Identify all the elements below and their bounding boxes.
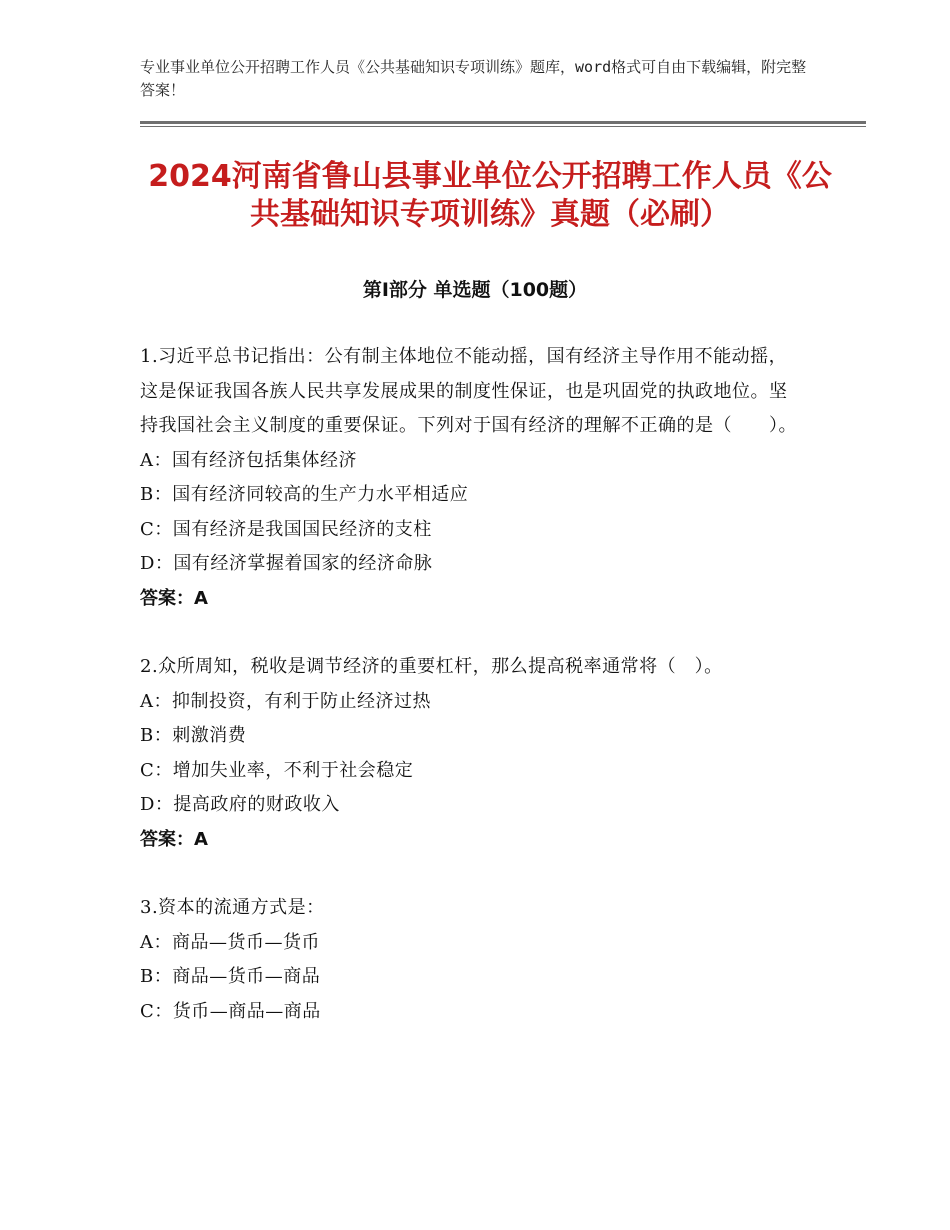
option-a: A：商品—货币—货币 xyxy=(140,931,320,953)
question-stem: 3.资本的流通方式是： xyxy=(140,897,325,918)
option-d: D：国有经济掌握着国家的经济命脉 xyxy=(140,553,433,574)
option-b: B：商品—货币—商品 xyxy=(140,966,321,987)
option-c: C：国有经济是我国国民经济的支柱 xyxy=(140,518,432,540)
header-divider-thin xyxy=(140,126,866,127)
document-title: 2024河南省鲁山县事业单位公开招聘工作人员《公共基础知识专项训练》真题（必刷） xyxy=(148,159,832,232)
question-stem: 2.众所周知，税收是调节经济的重要杠杆，那么提高税率通常将（ ）。 xyxy=(140,656,723,677)
option-c: C：增加失业率，不利于社会稳定 xyxy=(140,759,414,781)
answer: 答案：A xyxy=(140,828,208,850)
option-a: A：抑制投资，有利于防止经济过热 xyxy=(140,690,431,712)
option-d: D：提高政府的财政收入 xyxy=(140,794,340,815)
question-stem: 1.习近平总书记指出：公有制主体地位不能动摇，国有经济主导作用不能动摇，这是保证我国各族人民共享发展成果的制度性保证，也是巩固党的执政地位。坚持我国社会主义制度的重要保证。下列对于国有经济的理解不正确的是（ ）。 xyxy=(140,346,797,436)
question-1 xyxy=(140,340,800,616)
option-b: B：国有经济同较高的生产力水平相适应 xyxy=(140,484,469,505)
section-heading: 第I部分 单选题（100题） xyxy=(362,279,588,301)
option-a: A：国有经济包括集体经济 xyxy=(140,449,357,471)
header-note: 专业事业单位公开招聘工作人员《公共基础知识专项训练》题库，word格式可自由下载编辑，附完整答案！ xyxy=(140,58,807,99)
question-2 xyxy=(140,650,800,857)
answer: 答案：A xyxy=(140,587,208,609)
option-b: B：刺激消费 xyxy=(140,725,247,746)
question-3 xyxy=(140,891,800,1029)
header-divider-thick xyxy=(140,121,866,124)
option-c: C：货币—商品—商品 xyxy=(140,1000,321,1022)
question-list xyxy=(140,340,800,1063)
